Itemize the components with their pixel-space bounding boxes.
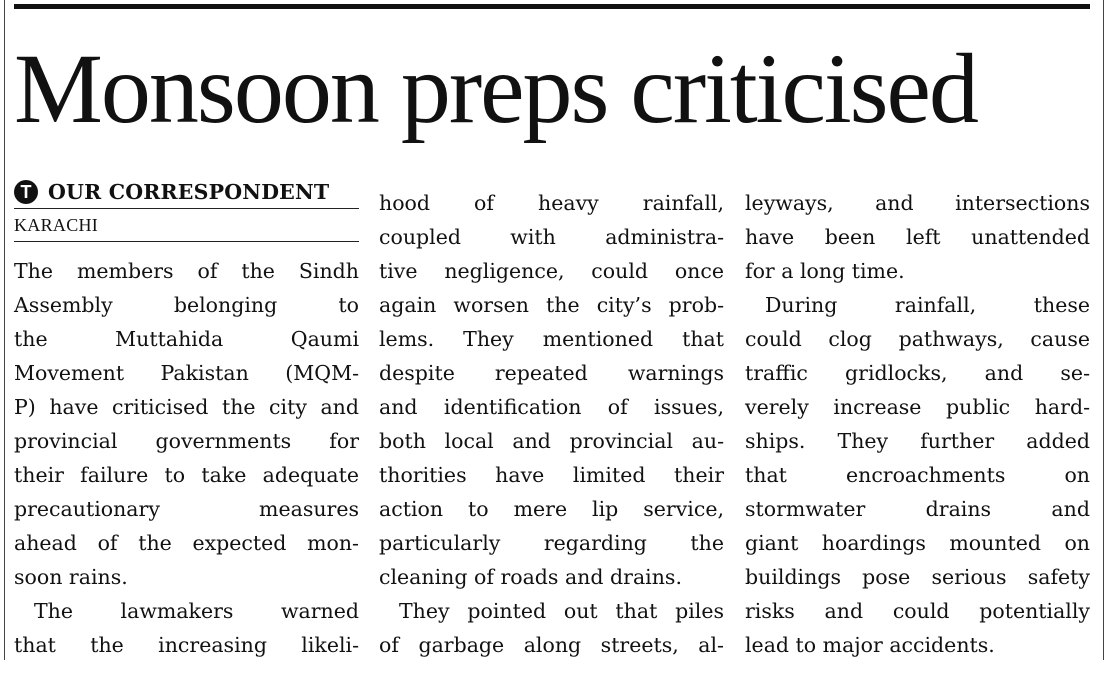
text-line: could clog pathways, cause — [745, 327, 1090, 351]
text-line: They pointed out that piles — [399, 599, 724, 623]
headline: Monsoon preps criticised — [14, 33, 977, 144]
text-line: Movement Pakistan (MQM- — [14, 361, 359, 385]
column-3 — [745, 186, 1090, 662]
text-line: Assembly belonging to — [14, 293, 359, 317]
text-line: ships. They further added — [745, 429, 1090, 453]
text-line: ahead of the expected mon- — [14, 531, 359, 555]
text-line: leyways, and intersections — [745, 191, 1090, 215]
byline-name: OUR CORRESPONDENT — [48, 180, 330, 204]
text-line: provincial governments for — [14, 429, 359, 453]
text-line: giant hoardings mounted on — [745, 531, 1090, 555]
byline-block — [14, 176, 359, 242]
text-line: stormwater drains and — [745, 497, 1090, 521]
text-line: coupled with administra- — [379, 225, 724, 249]
text-line: their failure to take adequate — [14, 463, 359, 487]
text-line: lems. They mentioned that — [379, 327, 724, 351]
text-line: particularly regarding the — [379, 531, 724, 555]
top-rule — [14, 4, 1090, 9]
text-line: again worsen the city’s prob- — [379, 293, 724, 317]
text-line: lead to major accidents. — [745, 633, 995, 657]
text-line: action to mere lip service, — [379, 497, 724, 521]
text-line: for a long time. — [745, 259, 905, 283]
text-line: P) have criticised the city and — [14, 395, 359, 419]
byline — [14, 176, 359, 209]
tribune-logo-icon: T — [14, 180, 38, 204]
text-line: cleaning of roads and drains. — [379, 565, 682, 589]
text-line: traffic gridlocks, and se- — [745, 361, 1090, 385]
left-border-rule — [4, 0, 5, 660]
text-line: During rainfall, these — [765, 293, 1090, 317]
text-line: and identification of issues, — [379, 395, 724, 419]
text-line: precautionary measures — [14, 497, 359, 521]
text-line: have been left unattended — [745, 225, 1090, 249]
column-1 — [14, 254, 359, 662]
text-line: of garbage along streets, al- — [379, 633, 724, 657]
text-line: thorities have limited their — [379, 463, 724, 487]
column-2 — [379, 186, 724, 662]
text-line: The members of the Sindh — [14, 259, 359, 283]
text-line: hood of heavy rainfall, — [379, 191, 724, 215]
text-line: risks and could potentially — [745, 599, 1090, 623]
text-line: verely increase public hard- — [745, 395, 1090, 419]
text-line: soon rains. — [14, 565, 128, 589]
text-line: buildings pose serious safety — [745, 565, 1090, 589]
text-line: despite repeated warnings — [379, 361, 724, 385]
text-line: the Muttahida Qaumi — [14, 327, 359, 351]
text-line: that the increasing likeli- — [14, 633, 359, 657]
text-line: that encroachments on — [745, 463, 1090, 487]
text-line: tive negligence, could once — [379, 259, 724, 283]
right-border-rule — [1103, 0, 1104, 660]
text-line: both local and provincial au- — [379, 429, 724, 453]
dateline: KARACHI — [14, 209, 359, 242]
text-line: The lawmakers warned — [34, 599, 359, 623]
